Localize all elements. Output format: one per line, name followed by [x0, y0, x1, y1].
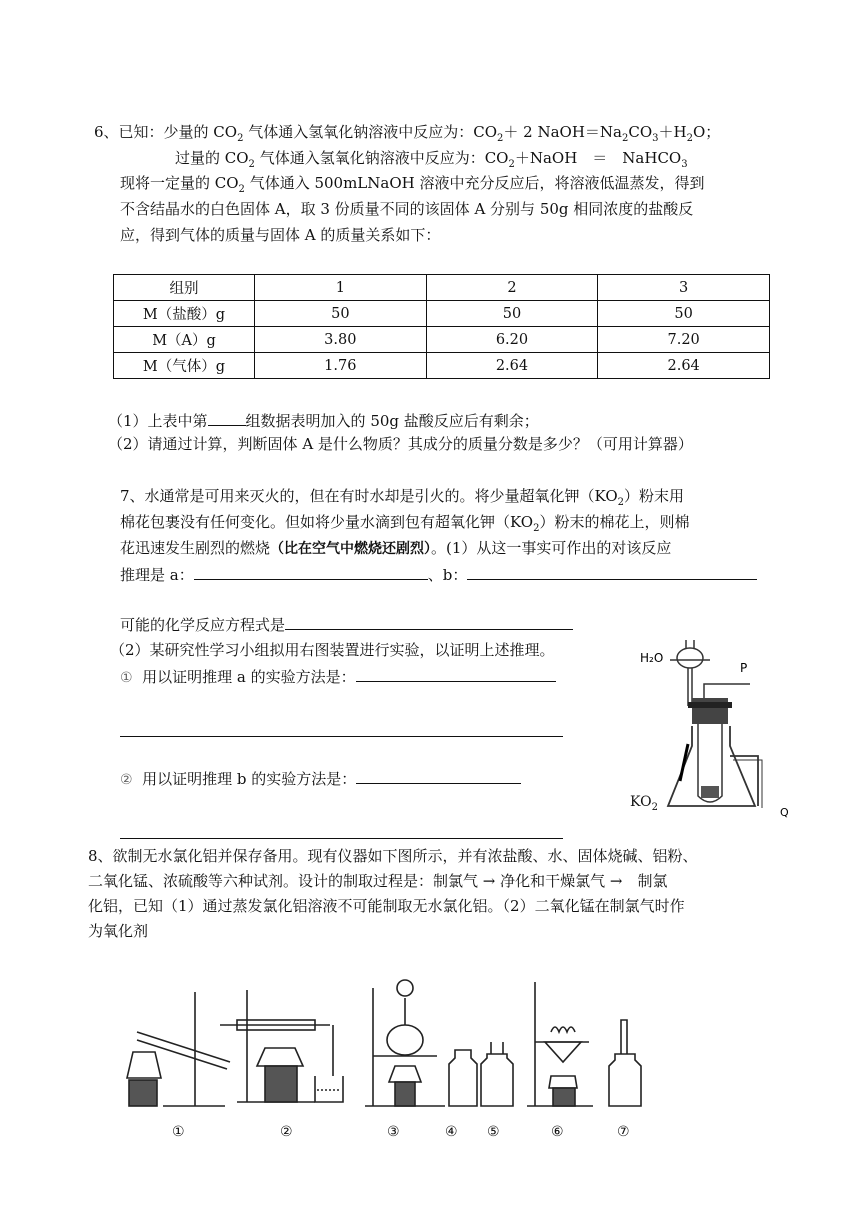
apparatus-label-3: ③	[387, 1124, 400, 1140]
table-cell: 1	[255, 275, 427, 301]
q6-line4: 不含结晶水的白色固体 A，取 3 份质量不同的该固体 A 分别与 50g 相同浓度的盐酸反	[120, 200, 694, 218]
q-label: Q	[780, 806, 789, 819]
results-table	[113, 274, 770, 379]
table-cell: 2	[426, 275, 598, 301]
table-cell: 1.76	[255, 353, 427, 379]
apparatus-row-figure	[115, 970, 655, 1145]
q7-line5: 可能的化学反应方程式是	[120, 614, 573, 635]
table-cell: 50	[255, 301, 427, 327]
q6-line5: 应，得到气体的质量与固体 A 的质量关系如下：	[120, 226, 441, 244]
table-cell: M（盐酸）g	[114, 301, 255, 327]
q6-line2: 过量的 $CO_2$ 气体通入氢氧化钠溶液中反应为：$CO_2+NaOH$ ＝ NaHCO$_3$	[175, 149, 688, 170]
q7-line6: （2）某研究性学习小组拟用右图装置进行实验，以证明上述推理。	[110, 641, 555, 659]
h2o-label: H₂O	[640, 651, 664, 665]
q8-line2: 二氧化锰、浓硫酸等六种试剂。设计的制取过程是：制氯气 → 净化和干燥氯气 → 制氯	[88, 872, 668, 890]
table-cell: 2.64	[598, 353, 770, 379]
answer-line[interactable]	[120, 838, 563, 839]
table-header-row	[114, 275, 770, 301]
table-row	[114, 327, 770, 353]
q7-line2: 棉花包裹没有任何变化。但如将少量水滴到包有超氧化钾$(KO_2)$粉末的棉花上，则棉	[120, 513, 690, 534]
table-cell: 6.20	[426, 327, 598, 353]
table-cell: 3	[598, 275, 770, 301]
q8-line3: 化铝，已知（1）通过蒸发氯化铝溶液不可能制取无水氯化铝。（2）二氧化锰在制氯气时作	[88, 897, 685, 915]
q6-sub1: （1）上表中第 组数据表明加入的 50g 盐酸反应后有剩余；	[108, 412, 539, 430]
q6-line1: 6、已知：少量的 $CO_2$ 气体通入氢氧化钠溶液中反应为：$CO_2+ 2$ $NaOH=Na_2CO_3+H_2O$；	[94, 123, 721, 144]
apparatus-label-1: ①	[172, 1124, 185, 1140]
p-label: P	[740, 661, 748, 675]
apparatus-label-2: ②	[280, 1124, 293, 1140]
table-cell: M（气体）g	[114, 353, 255, 379]
q8-line1: 8、欲制无水氯化铝并保存备用。现有仪器如下图所示，并有浓盐酸、水、固体烧碱、铝粉、	[88, 847, 698, 865]
answer-blank-b[interactable]	[467, 564, 757, 580]
answer-line[interactable]	[120, 736, 563, 737]
apparatus-label-6: ⑥	[551, 1124, 564, 1140]
q6-sub2: （2）请通过计算，判断固体 A 是什么物质？其成分的质量分数是多少？（可用计算器）	[108, 435, 693, 453]
table-cell: 组别	[114, 275, 255, 301]
table-cell: 2.64	[426, 353, 598, 379]
answer-blank-a[interactable]	[194, 564, 428, 580]
apparatus-label-5: ⑤	[487, 1124, 500, 1140]
method-a-blank[interactable]	[356, 666, 556, 682]
q7-line4: 推理是 a： 、b：	[120, 564, 757, 585]
table-row	[114, 301, 770, 327]
answer-blank[interactable]	[208, 410, 246, 426]
q7-item1: ① 用以证明推理 a 的实验方法是：	[120, 666, 556, 688]
apparatus-label-7: ⑦	[617, 1124, 630, 1140]
table-cell: 3.80	[255, 327, 427, 353]
table-cell: M（A）g	[114, 327, 255, 353]
table-cell: 50	[426, 301, 598, 327]
apparatus-label-4: ④	[445, 1124, 458, 1140]
q7-line1: 7、水通常是可用来灭火的，但在有时水却是引火的。将少量超氧化钾$(KO_2)$粉末用	[120, 487, 685, 508]
table-row	[114, 353, 770, 379]
q7-item2: ② 用以证明推理 b 的实验方法是：	[120, 768, 521, 790]
table-cell: 7.20	[598, 327, 770, 353]
table-cell: 50	[598, 301, 770, 327]
ko2-label: $KO_2$	[630, 794, 658, 813]
q6-line3: 现将一定量的 $CO_2$ 气体通入 500mLNaOH 溶液中充分反应后，将溶液低温蒸发，得到	[120, 174, 705, 195]
q7-line3: 花迅速发生剧烈的燃烧（比在空气中燃烧还剧烈）。(1）从这一事实可作出的对该反应	[120, 539, 672, 557]
method-b-blank[interactable]	[356, 768, 521, 784]
equation-blank[interactable]	[285, 614, 573, 630]
q8-line4: 为氧化剂	[88, 922, 149, 940]
